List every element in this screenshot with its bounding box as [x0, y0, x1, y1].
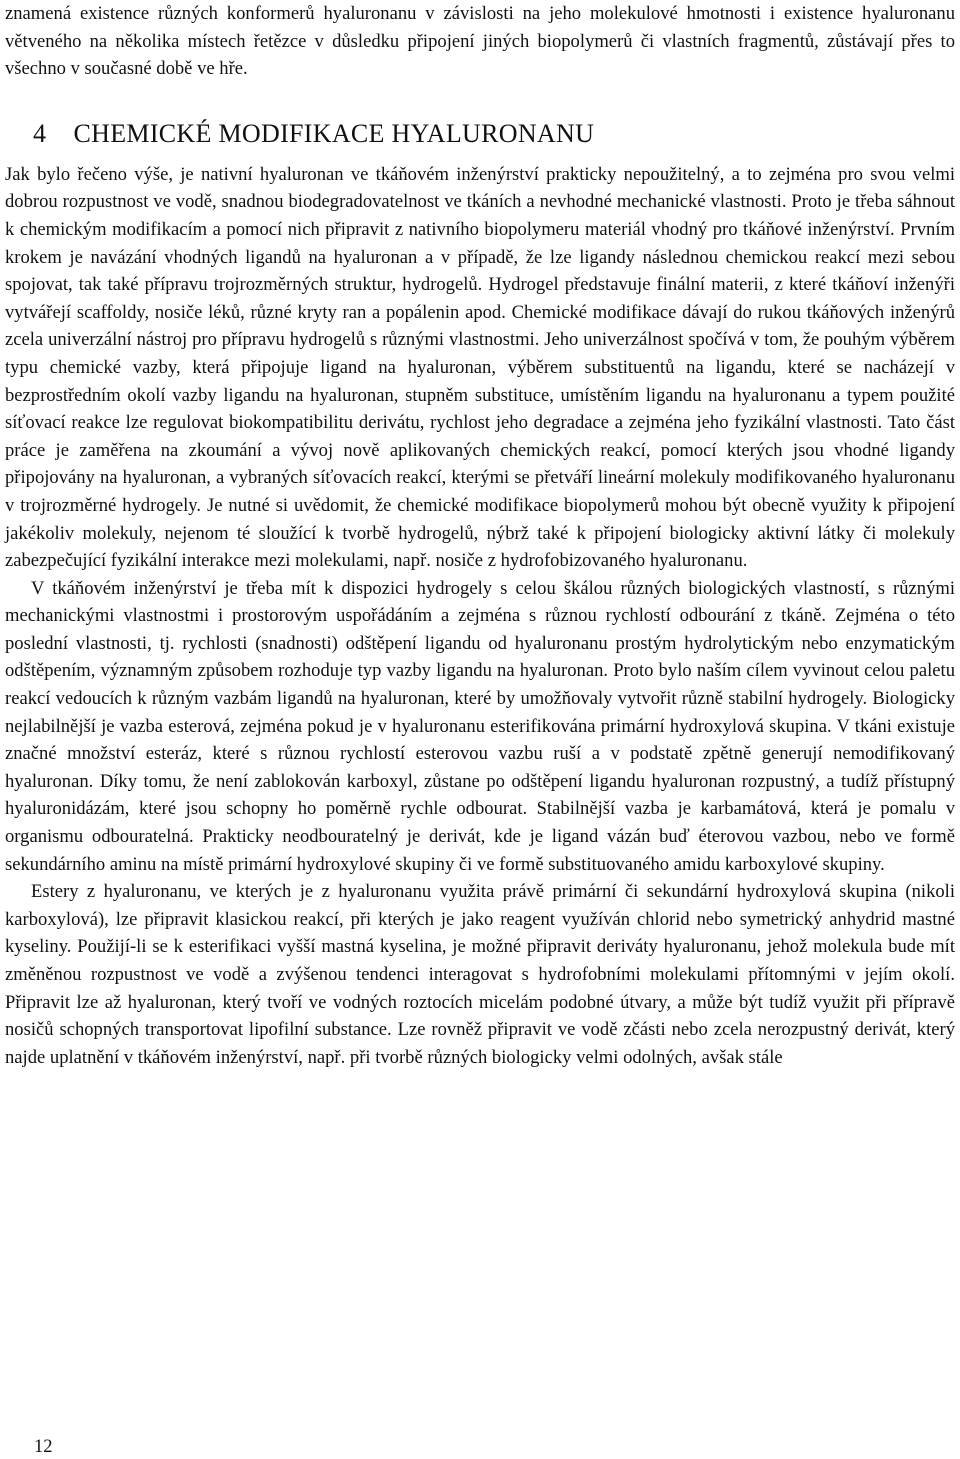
intro-paragraph: znamená existence různých konformerů hyaluronanu v závislosti na jeho molekulové hmotnosti i existence hyaluronanu větveného na několika místech řetězce v důsledku připojení jiných biopolymerů či vlastních fragmentů, zůstávají přes to všechno v současné době ve hře. — [5, 3, 955, 80]
document-page — [5, 0, 955, 1071]
body-paragraph: V tkáňovém inženýrství je třeba mít k dispozici hydrogely s celou škálou různých biologických vlastností, s různými mechanickými vlastnostmi i prostorovým uspořádáním a zejména s různou rychlostí odbourání z tkáně. Zejména o této poslední vlastnosti, tj. rychlosti (snadnosti) odštěpení ligandu od hyaluronanu prostým hydrolytickým nebo enzymatickým odštěpením, významným způsobem rozhoduje typ vazby ligandu na hyaluronan. Proto bylo naším cílem vyvinout celou paletu reakcí vedoucích k různým vazbám ligandů na hyaluronan, které by umožňovaly vytvořit různě stabilní hydrogely. Biologicky nejlabilnější je vazba esterová, zejména pokud je v hyaluronanu esterifikována primární hydroxylová skupina. V tkáni existuje značné množství esteráz, které s různou rychlostí esterovou vazbu ruší a v podstatě zpětně generují nemodifikovaný hyaluronan. Díky tomu, že není zablokován karboxyl, zůstane po odštěpení ligandu hyaluronan rozpustný, a tudíž přístupný hyaluronidázám, které jsou schopny ho poměrně rychle odbourat. Stabilnější vazba je karbamátová, která je pomalu v organismu odbouratelná. Prakticky neodbouratelný je derivát, kde je ligand vázán buď éterovou vazbou, nebo ve formě sekundárního aminu na místě primární hydroxylové skupiny či ve formě substituovaného amidu karboxylové skupiny. — [5, 577, 955, 875]
section-heading — [5, 119, 955, 149]
page-number: 12 — [34, 1436, 53, 1457]
section-heading-text — [5, 119, 955, 149]
section-number: 4 — [33, 118, 47, 148]
body-paragraph: Jak bylo řečeno výše, je nativní hyaluronan ve tkáňovém inženýrství prakticky nepoužitelný, a to zejména pro svou velmi dobrou rozpustnost ve vodě, snadnou biodegradovatelnost ve tkáních a nevhodné mechanické vlastnosti. Proto je třeba sáhnout k chemickým modifikacím a pomocí nich připravit z nativního biopolymeru materiál vhodný pro tkáňové inženýrství. Prvním krokem je navázání vhodných ligandů na hyaluronan a v případě, že lze ligandy následnou chemickou reakcí mezi sebou spojovat, tak také přípravu trojrozměrných struktur, hydrogelů. Hydrogel představuje finální materii, z které tkáňoví inženýři vytvářejí scaffoldy, nosiče léků, různé kryty ran a popálenin apod. Chemické modifikace dávají do rukou tkáňových inženýrů zcela univerzální nástroj pro přípravu hydrogelů s různými vlastnostmi. Jeho univerzálnost spočívá v tom, že pouhým výběrem typu chemické vazby, která připojuje ligand na hyaluronan, výběrem substituentů na ligandu, které se nacházejí v bezprostředním okolí vazby ligandu na hyaluronan, stupněm substituce, umístěním ligandu na hyaluronanu a typem použité síťovací reakce lze regulovat biokompatibilitu derivátu, rychlost jeho degradace a zejména jeho fyzikální vlastnosti. Tato část práce je zaměřena na zkoumání a vývoj nově aplikovaných chemických reakcí, pomocí kterých jsou vhodné ligandy připojovány na hyaluronan, a vybraných síťovacích reakcí, kterými se přetváří lineární molekuly modifikovaného hyaluronanu v trojrozměrné hydrogely. Je nutné si uvědomit, že chemické modifikace biopolymerů mohou být obecně využity k připojení jakékoliv molekuly, nejenom té sloužící k tvorbě hydrogelů, nýbrž také k připojení biologicky aktivní látky či molekuly zabezpečující fyzikální interakce mezi molekulami, např. nosiče z hydrofobizovaného hyaluronanu. — [5, 163, 955, 572]
section-title: CHEMICKÉ MODIFIKACE HYALURONANU — [73, 118, 595, 148]
body-paragraph: Estery z hyaluronanu, ve kterých je z hyaluronanu využita právě primární či sekundární hydroxylová skupina (nikoli karboxylová), lze připravit klasickou reakcí, při kterých je jako reagent využíván chlorid nebo symetrický anhydrid mastné kyseliny. Použijí-li se k esterifikaci vyšší mastná kyselina, je možné připravit deriváty hyaluronanu, jehož molekula bude mít změněnou rozpustnost ve vodě a zvýšenou tendenci interagovat s hydrofobními molekulami přítomnými v jejím okolí. Připravit lze až hyaluronan, který tvoří ve vodných roztocích micelám podobné útvary, a může být tudíž využit při přípravě nosičů schopných transportovat lipofilní substance. Lze rovněž připravit ve vodě zčásti nebo zcela nerozpustný derivát, který najde uplatnění v tkáňovém inženýrství, např. při tvorbě různých biologicky velmi odolných, avšak stále — [5, 881, 955, 1068]
